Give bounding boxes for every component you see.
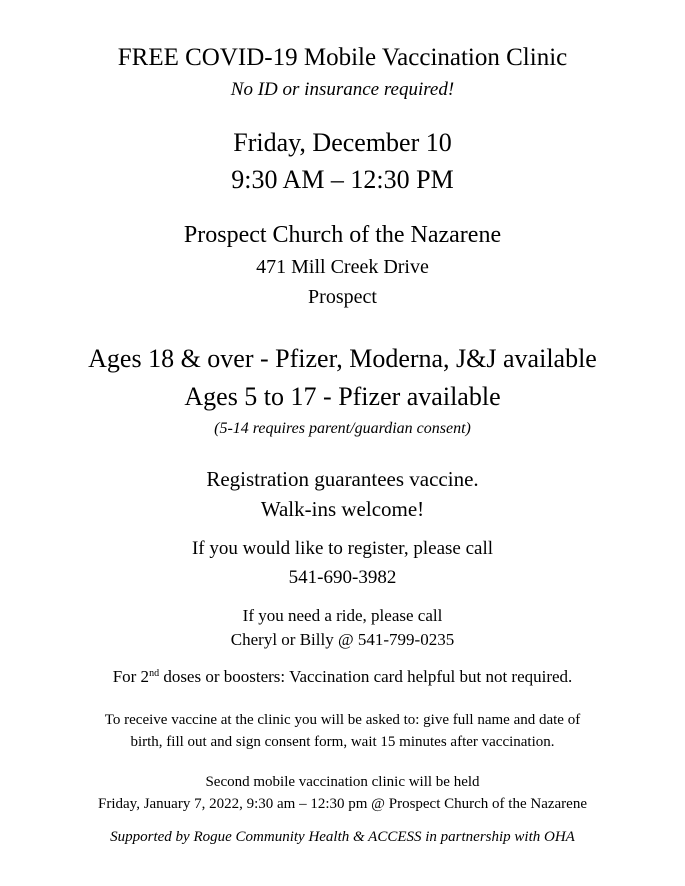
doses-prefix: For 2: [112, 667, 150, 686]
flyer-title: FREE COVID-19 Mobile Vaccination Clinic: [117, 44, 568, 71]
requirements-line-2: birth, fill out and sign consent form, wait 15 minutes after vaccination.: [130, 734, 555, 750]
doses-rest: doses or boosters: Vaccination card helpful but not required.: [159, 667, 573, 686]
doses-note: [0, 667, 685, 687]
consent-note: (5-14 requires parent/guardian consent): [214, 420, 471, 437]
second-clinic-line-2: Friday, January 7, 2022, 9:30 am – 12:30 pm @ Prospect Church of the Nazarene: [98, 796, 587, 812]
venue-street: 471 Mill Creek Drive: [256, 256, 429, 278]
registration-guarantee: Registration guarantees vaccine.: [206, 467, 479, 491]
flyer-subtitle: No ID or insurance required!: [230, 79, 455, 100]
eligibility-adults: Ages 18 & over - Pfizer, Moderna, J&J available: [88, 344, 597, 373]
requirements-line-1: To receive vaccine at the clinic you will be asked to: give full name and date of: [104, 712, 581, 728]
walk-ins-welcome: Walk-ins welcome!: [260, 497, 425, 521]
eligibility-youth: Ages 5 to 17 - Pfizer available: [184, 382, 501, 411]
support-credit: Supported by Rogue Community Health & ACCESS in partnership with OHA: [110, 829, 575, 845]
event-date: Friday, December 10: [233, 128, 452, 157]
doses-superscript: nd: [149, 668, 160, 679]
venue-city: Prospect: [308, 286, 377, 308]
ride-contact: Cheryl or Billy @ 541-799-0235: [230, 630, 455, 649]
venue-name: Prospect Church of the Nazarene: [183, 222, 502, 248]
ride-text: If you need a ride, please call: [242, 606, 443, 625]
register-call-text: If you would like to register, please call: [191, 538, 494, 559]
event-time: 9:30 AM – 12:30 PM: [231, 165, 454, 194]
register-phone: 541-690-3982: [288, 567, 397, 588]
second-clinic-line-1: Second mobile vaccination clinic will be held: [205, 774, 480, 790]
